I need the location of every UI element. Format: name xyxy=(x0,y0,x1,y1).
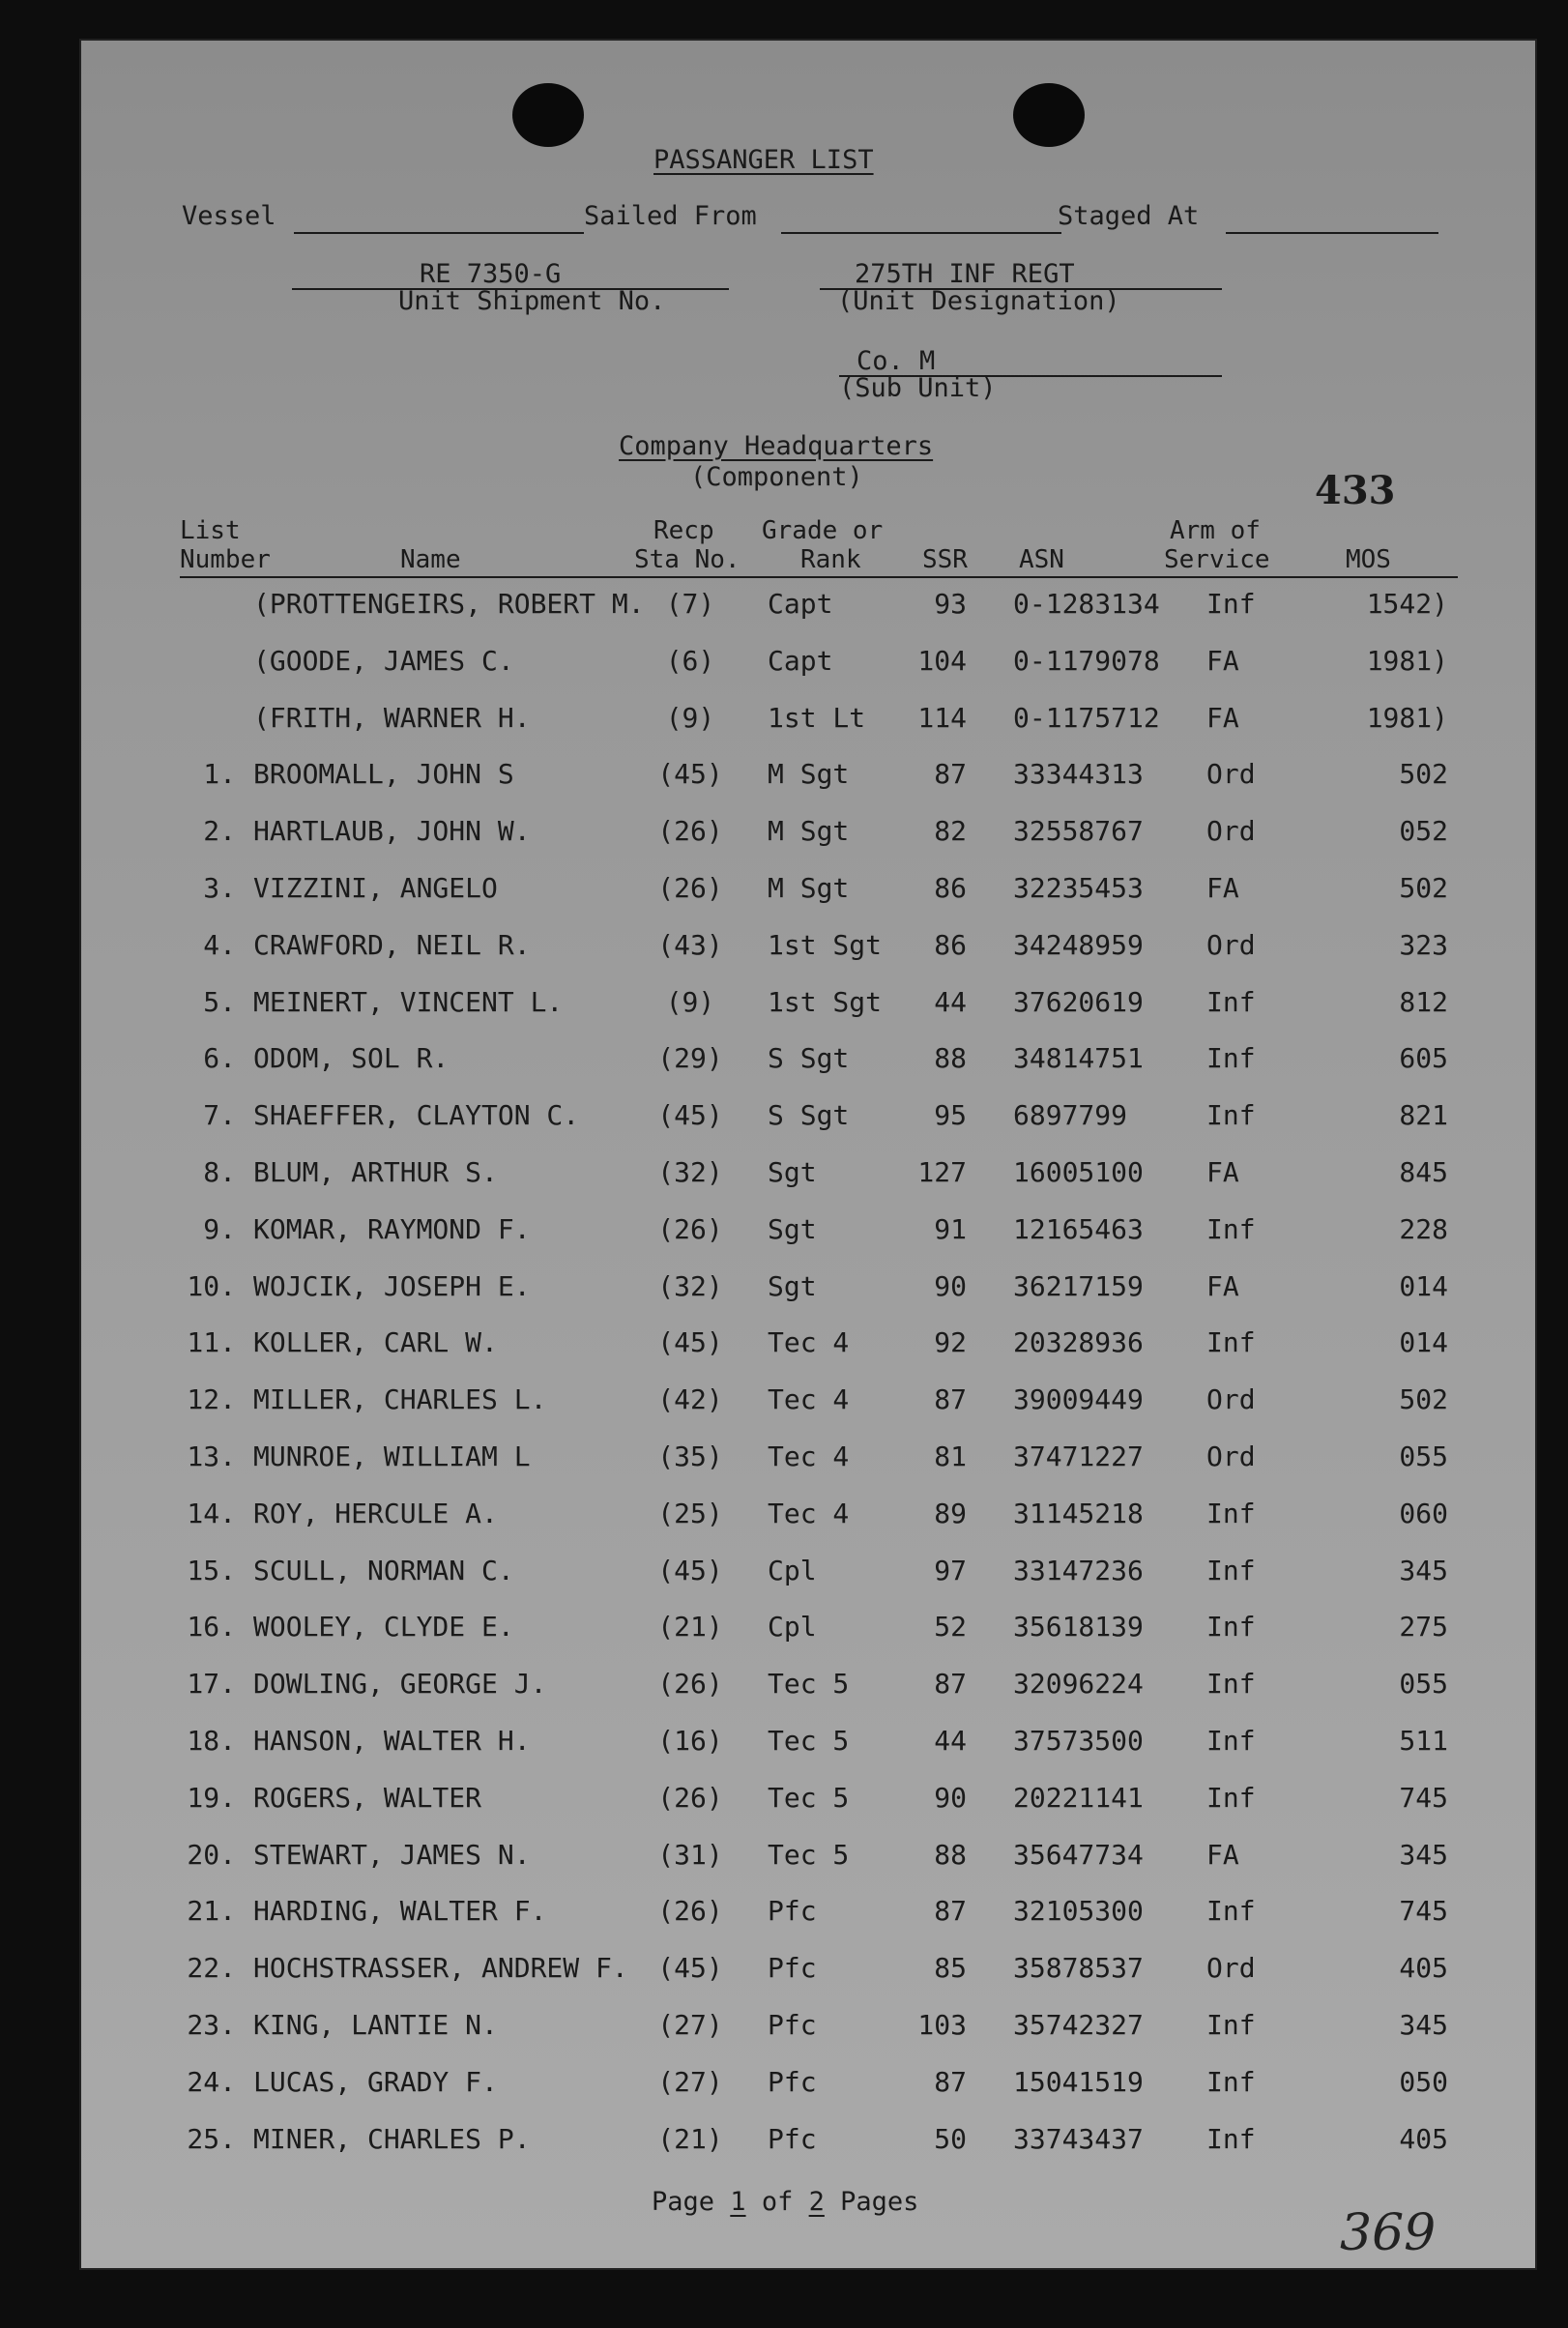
cell-asn: 0-1179078 xyxy=(1013,644,1160,677)
cell-ssr: 87 xyxy=(934,1668,967,1701)
cell-num: 19. xyxy=(187,1781,236,1814)
cell-recp: (31) xyxy=(657,1838,723,1871)
cell-name: LUCAS, GRADY F. xyxy=(253,2065,498,2098)
cell-asn: 31145218 xyxy=(1013,1497,1144,1529)
cell-grade: Tec 4 xyxy=(768,1383,850,1416)
cell-asn: 20221141 xyxy=(1013,1781,1144,1814)
cell-asn: 34814751 xyxy=(1013,1042,1144,1075)
cell-name: CRAWFORD, NEIL R. xyxy=(253,928,531,961)
cell-ssr: 50 xyxy=(934,2122,967,2155)
unit-designation-caption: (Unit Designation) xyxy=(837,286,1120,316)
cell-ssr: 90 xyxy=(934,1269,967,1302)
cell-name: (GOODE, JAMES C. xyxy=(253,644,514,677)
cell-ssr: 92 xyxy=(934,1326,967,1359)
cell-grade: Pfc xyxy=(768,2065,817,2098)
page-word: Page xyxy=(652,2187,715,2217)
cell-num: 6. xyxy=(203,1042,236,1075)
cell-arm: Inf xyxy=(1206,2009,1256,2041)
cell-arm: Ord xyxy=(1206,758,1256,791)
cell-mos: 845 xyxy=(1399,1156,1448,1188)
cell-name: MINER, CHARLES P. xyxy=(253,2122,531,2155)
cell-recp: (45) xyxy=(657,1952,723,1985)
cell-recp: (9) xyxy=(665,985,715,1018)
sub-unit-caption: (Sub Unit) xyxy=(839,373,997,403)
cell-mos: 050 xyxy=(1399,2065,1448,2098)
cell-grade: M Sgt xyxy=(768,758,850,791)
cell-mos: 345 xyxy=(1399,2009,1448,2041)
cell-arm: Inf xyxy=(1206,1099,1256,1132)
cell-name: SCULL, NORMAN C. xyxy=(253,1554,514,1586)
cell-recp: (26) xyxy=(657,1212,723,1245)
cell-asn: 37471227 xyxy=(1013,1440,1144,1472)
cell-grade: Tec 5 xyxy=(768,1781,850,1814)
cell-name: HARDING, WALTER F. xyxy=(253,1895,547,1928)
cell-recp: (7) xyxy=(665,588,715,620)
cell-grade: Sgt xyxy=(768,1269,817,1302)
cell-grade: Tec 4 xyxy=(768,1326,850,1359)
cell-num: 16. xyxy=(187,1611,236,1644)
cell-grade: 1st Sgt xyxy=(768,985,883,1018)
cell-num: 21. xyxy=(187,1895,236,1928)
cell-ssr: 103 xyxy=(917,2009,967,2041)
col-arm-2: Service xyxy=(1164,545,1270,574)
cell-ssr: 90 xyxy=(934,1781,967,1814)
cell-name: ROGERS, WALTER xyxy=(253,1781,482,1814)
cell-recp: (32) xyxy=(657,1269,723,1302)
cell-arm: Inf xyxy=(1206,2065,1256,2098)
col-ssr: SSR xyxy=(922,545,968,574)
cell-recp: (45) xyxy=(657,1554,723,1586)
cell-name: KOMAR, RAYMOND F. xyxy=(253,1212,531,1245)
cell-name: HANSON, WALTER H. xyxy=(253,1725,531,1757)
cell-mos: 502 xyxy=(1399,872,1448,904)
cell-arm: Inf xyxy=(1206,1725,1256,1757)
cell-grade: Tec 4 xyxy=(768,1497,850,1529)
col-grade-1: Grade or xyxy=(762,516,884,545)
cell-asn: 6897799 xyxy=(1013,1099,1128,1132)
cell-num: 11. xyxy=(187,1326,236,1359)
cell-arm: Inf xyxy=(1206,588,1256,620)
cell-num: 17. xyxy=(187,1668,236,1701)
cell-arm: FA xyxy=(1206,872,1239,904)
cell-asn: 16005100 xyxy=(1013,1156,1144,1188)
cell-ssr: 97 xyxy=(934,1554,967,1586)
col-asn: ASN xyxy=(1019,545,1064,574)
cell-num: 5. xyxy=(203,985,236,1018)
col-arm-1: Arm of xyxy=(1170,516,1261,545)
cell-mos: 345 xyxy=(1399,1554,1448,1586)
cell-ssr: 87 xyxy=(934,2065,967,2098)
cell-name: WOJCIK, JOSEPH E. xyxy=(253,1269,531,1302)
cell-ssr: 52 xyxy=(934,1611,967,1644)
sailed-from-label: Sailed From xyxy=(584,201,757,231)
cell-mos: 502 xyxy=(1399,758,1448,791)
sailed-from-blank xyxy=(781,232,1061,234)
cell-ssr: 87 xyxy=(934,1895,967,1928)
cell-arm: Ord xyxy=(1206,928,1256,961)
cell-recp: (29) xyxy=(657,1042,723,1075)
cell-asn: 32096224 xyxy=(1013,1668,1144,1701)
cell-name: MILLER, CHARLES L. xyxy=(253,1383,547,1416)
cell-mos: 1981) xyxy=(1366,644,1448,677)
cell-asn: 35647734 xyxy=(1013,1838,1144,1871)
col-grade-2: Rank xyxy=(800,545,861,574)
cell-name: HARTLAUB, JOHN W. xyxy=(253,815,531,848)
cell-asn: 0-1175712 xyxy=(1013,701,1160,734)
cell-asn: 35742327 xyxy=(1013,2009,1144,2041)
cell-grade: 1st Sgt xyxy=(768,928,883,961)
cell-name: BLUM, ARTHUR S. xyxy=(253,1156,498,1188)
unit-shipment-caption: Unit Shipment No. xyxy=(398,286,666,316)
cell-arm: FA xyxy=(1206,644,1239,677)
vessel-blank xyxy=(294,232,584,234)
cell-grade: S Sgt xyxy=(768,1099,850,1132)
header-rule xyxy=(180,576,1458,578)
cell-recp: (27) xyxy=(657,2065,723,2098)
cell-arm: FA xyxy=(1206,701,1239,734)
cell-num: 2. xyxy=(203,815,236,848)
cell-recp: (32) xyxy=(657,1156,723,1188)
cell-asn: 12165463 xyxy=(1013,1212,1144,1245)
cell-grade: Cpl xyxy=(768,1611,817,1644)
cell-arm: Inf xyxy=(1206,985,1256,1018)
document-page xyxy=(79,39,1537,2270)
cell-grade: Capt xyxy=(768,644,833,677)
cell-arm: Inf xyxy=(1206,1781,1256,1814)
col-list-number-2: Number xyxy=(180,545,271,574)
cell-name: SHAEFFER, CLAYTON C. xyxy=(253,1099,580,1132)
cell-recp: (21) xyxy=(657,2122,723,2155)
cell-ssr: 86 xyxy=(934,872,967,904)
cell-mos: 405 xyxy=(1399,2122,1448,2155)
cell-arm: Inf xyxy=(1206,1611,1256,1644)
cell-num: 1. xyxy=(203,758,236,791)
cell-name: (FRITH, WARNER H. xyxy=(253,701,531,734)
cell-arm: Inf xyxy=(1206,1895,1256,1928)
cell-num: 23. xyxy=(187,2009,236,2041)
cell-name: VIZZINI, ANGELO xyxy=(253,872,498,904)
cell-mos: 821 xyxy=(1399,1099,1448,1132)
cell-recp: (26) xyxy=(657,815,723,848)
cell-ssr: 88 xyxy=(934,1838,967,1871)
cell-recp: (35) xyxy=(657,1440,723,1472)
cell-asn: 34248959 xyxy=(1013,928,1144,961)
cell-mos: 323 xyxy=(1399,928,1448,961)
cell-recp: (42) xyxy=(657,1383,723,1416)
cell-grade: M Sgt xyxy=(768,872,850,904)
cell-num: 9. xyxy=(203,1212,236,1245)
of-word: of xyxy=(761,2187,794,2217)
cell-recp: (43) xyxy=(657,928,723,961)
cell-grade: M Sgt xyxy=(768,815,850,848)
sub-unit: Co. M xyxy=(857,346,936,376)
cell-num: 15. xyxy=(187,1554,236,1586)
cell-ssr: 104 xyxy=(917,644,967,677)
cell-mos: 511 xyxy=(1399,1725,1448,1757)
cell-name: KING, LANTIE N. xyxy=(253,2009,498,2041)
cell-num: 8. xyxy=(203,1156,236,1188)
col-name: Name xyxy=(400,545,461,574)
pages-word: Pages xyxy=(840,2187,919,2217)
document-title: PASSANGER LIST xyxy=(653,145,874,175)
cell-mos: 502 xyxy=(1399,1383,1448,1416)
cell-num: 4. xyxy=(203,928,236,961)
cell-grade: Tec 4 xyxy=(768,1440,850,1472)
cell-grade: Tec 5 xyxy=(768,1838,850,1871)
cell-arm: FA xyxy=(1206,1156,1239,1188)
cell-grade: Pfc xyxy=(768,1895,817,1928)
cell-name: MEINERT, VINCENT L. xyxy=(253,985,564,1018)
cell-num: 22. xyxy=(187,1952,236,1985)
punch-hole xyxy=(1013,83,1085,147)
component-caption: (Component) xyxy=(690,462,863,492)
cell-asn: 33147236 xyxy=(1013,1554,1144,1586)
cell-grade: Sgt xyxy=(768,1212,817,1245)
cell-asn: 35878537 xyxy=(1013,1952,1144,1985)
cell-asn: 39009449 xyxy=(1013,1383,1144,1416)
cell-arm: Inf xyxy=(1206,1554,1256,1586)
unit-designation: 275TH INF REGT xyxy=(855,259,1075,289)
cell-asn: 32558767 xyxy=(1013,815,1144,848)
staged-at-blank xyxy=(1226,232,1438,234)
cell-ssr: 81 xyxy=(934,1440,967,1472)
cell-grade: Tec 5 xyxy=(768,1725,850,1757)
col-recp-2: Sta No. xyxy=(634,545,740,574)
handwritten-number: 369 xyxy=(1340,2204,1437,2262)
cell-ssr: 91 xyxy=(934,1212,967,1245)
cell-ssr: 127 xyxy=(917,1156,967,1188)
cell-asn: 20328936 xyxy=(1013,1326,1144,1359)
cell-mos: 052 xyxy=(1399,815,1448,848)
stamp-number: 433 xyxy=(1315,468,1396,513)
cell-grade: Pfc xyxy=(768,2122,817,2155)
cell-recp: (26) xyxy=(657,872,723,904)
cell-ssr: 85 xyxy=(934,1952,967,1985)
unit-shipment-no: RE 7350-G xyxy=(420,259,562,289)
cell-num: 24. xyxy=(187,2065,236,2098)
cell-name: STEWART, JAMES N. xyxy=(253,1838,531,1871)
cell-grade: Pfc xyxy=(768,1952,817,1985)
cell-num: 10. xyxy=(187,1269,236,1302)
cell-arm: Ord xyxy=(1206,815,1256,848)
cell-recp: (26) xyxy=(657,1781,723,1814)
cell-grade: S Sgt xyxy=(768,1042,850,1075)
cell-ssr: 95 xyxy=(934,1099,967,1132)
cell-arm: Ord xyxy=(1206,1952,1256,1985)
page-current: 1 xyxy=(730,2187,746,2217)
cell-mos: 812 xyxy=(1399,985,1448,1018)
cell-asn: 37620619 xyxy=(1013,985,1144,1018)
cell-name: KOLLER, CARL W. xyxy=(253,1326,498,1359)
cell-ssr: 44 xyxy=(934,1725,967,1757)
cell-arm: Ord xyxy=(1206,1383,1256,1416)
cell-asn: 36217159 xyxy=(1013,1269,1144,1302)
cell-arm: Inf xyxy=(1206,1042,1256,1075)
cell-asn: 37573500 xyxy=(1013,1725,1144,1757)
cell-mos: 405 xyxy=(1399,1952,1448,1985)
cell-num: 12. xyxy=(187,1383,236,1416)
cell-asn: 32105300 xyxy=(1013,1895,1144,1928)
vessel-label: Vessel xyxy=(182,201,276,231)
cell-num: 20. xyxy=(187,1838,236,1871)
component: Company Headquarters xyxy=(619,431,934,461)
col-list-number-1: List xyxy=(180,516,241,545)
cell-ssr: 82 xyxy=(934,815,967,848)
cell-asn: 33344313 xyxy=(1013,758,1144,791)
cell-num: 3. xyxy=(203,872,236,904)
cell-num: 14. xyxy=(187,1497,236,1529)
cell-grade: Tec 5 xyxy=(768,1668,850,1701)
cell-recp: (26) xyxy=(657,1668,723,1701)
cell-arm: Inf xyxy=(1206,1326,1256,1359)
cell-name: WOOLEY, CLYDE E. xyxy=(253,1611,514,1644)
cell-grade: Capt xyxy=(768,588,833,620)
cell-asn: 0-1283134 xyxy=(1013,588,1160,620)
cell-arm: Ord xyxy=(1206,1440,1256,1472)
cell-recp: (25) xyxy=(657,1497,723,1529)
cell-ssr: 93 xyxy=(934,588,967,620)
cell-mos: 745 xyxy=(1399,1895,1448,1928)
cell-name: HOCHSTRASSER, ANDREW F. xyxy=(253,1952,628,1985)
cell-arm: Inf xyxy=(1206,1212,1256,1245)
cell-recp: (45) xyxy=(657,758,723,791)
cell-arm: Inf xyxy=(1206,1668,1256,1701)
cell-mos: 060 xyxy=(1399,1497,1448,1529)
cell-asn: 32235453 xyxy=(1013,872,1144,904)
cell-ssr: 87 xyxy=(934,758,967,791)
cell-recp: (26) xyxy=(657,1895,723,1928)
cell-grade: Pfc xyxy=(768,2009,817,2041)
cell-recp: (9) xyxy=(665,701,715,734)
cell-name: ODOM, SOL R. xyxy=(253,1042,450,1075)
cell-grade: Sgt xyxy=(768,1156,817,1188)
page-total: 2 xyxy=(808,2187,825,2217)
cell-grade: Cpl xyxy=(768,1554,817,1586)
cell-asn: 33743437 xyxy=(1013,2122,1144,2155)
cell-recp: (21) xyxy=(657,1611,723,1644)
cell-name: ROY, HERCULE A. xyxy=(253,1497,498,1529)
page-indicator xyxy=(652,2187,918,2217)
cell-asn: 15041519 xyxy=(1013,2065,1144,2098)
cell-asn: 35618139 xyxy=(1013,1611,1144,1644)
cell-mos: 014 xyxy=(1399,1269,1448,1302)
cell-recp: (6) xyxy=(665,644,715,677)
cell-ssr: 114 xyxy=(917,701,967,734)
cell-mos: 228 xyxy=(1399,1212,1448,1245)
cell-mos: 055 xyxy=(1399,1440,1448,1472)
cell-recp: (45) xyxy=(657,1099,723,1132)
cell-name: (PROTTENGEIRS, ROBERT M. xyxy=(253,588,645,620)
cell-mos: 745 xyxy=(1399,1781,1448,1814)
cell-grade: 1st Lt xyxy=(768,701,866,734)
cell-recp: (45) xyxy=(657,1326,723,1359)
punch-hole xyxy=(512,83,584,147)
cell-mos: 605 xyxy=(1399,1042,1448,1075)
cell-mos: 1981) xyxy=(1366,701,1448,734)
cell-arm: Inf xyxy=(1206,2122,1256,2155)
cell-ssr: 88 xyxy=(934,1042,967,1075)
cell-ssr: 44 xyxy=(934,985,967,1018)
cell-num: 25. xyxy=(187,2122,236,2155)
col-recp-1: Recp xyxy=(653,516,714,545)
cell-mos: 345 xyxy=(1399,1838,1448,1871)
cell-name: MUNROE, WILLIAM L xyxy=(253,1440,531,1472)
cell-name: BROOMALL, JOHN S xyxy=(253,758,514,791)
cell-recp: (27) xyxy=(657,2009,723,2041)
cell-num: 7. xyxy=(203,1099,236,1132)
cell-mos: 014 xyxy=(1399,1326,1448,1359)
cell-num: 13. xyxy=(187,1440,236,1472)
cell-ssr: 86 xyxy=(934,928,967,961)
cell-mos: 1542) xyxy=(1366,588,1448,620)
cell-mos: 055 xyxy=(1399,1668,1448,1701)
cell-ssr: 87 xyxy=(934,1383,967,1416)
cell-recp: (16) xyxy=(657,1725,723,1757)
cell-arm: FA xyxy=(1206,1269,1239,1302)
col-mos: MOS xyxy=(1346,545,1391,574)
cell-mos: 275 xyxy=(1399,1611,1448,1644)
staged-at-label: Staged At xyxy=(1058,201,1200,231)
cell-arm: FA xyxy=(1206,1838,1239,1871)
cell-arm: Inf xyxy=(1206,1497,1256,1529)
cell-ssr: 89 xyxy=(934,1497,967,1529)
cell-num: 18. xyxy=(187,1725,236,1757)
cell-name: DOWLING, GEORGE J. xyxy=(253,1668,547,1701)
